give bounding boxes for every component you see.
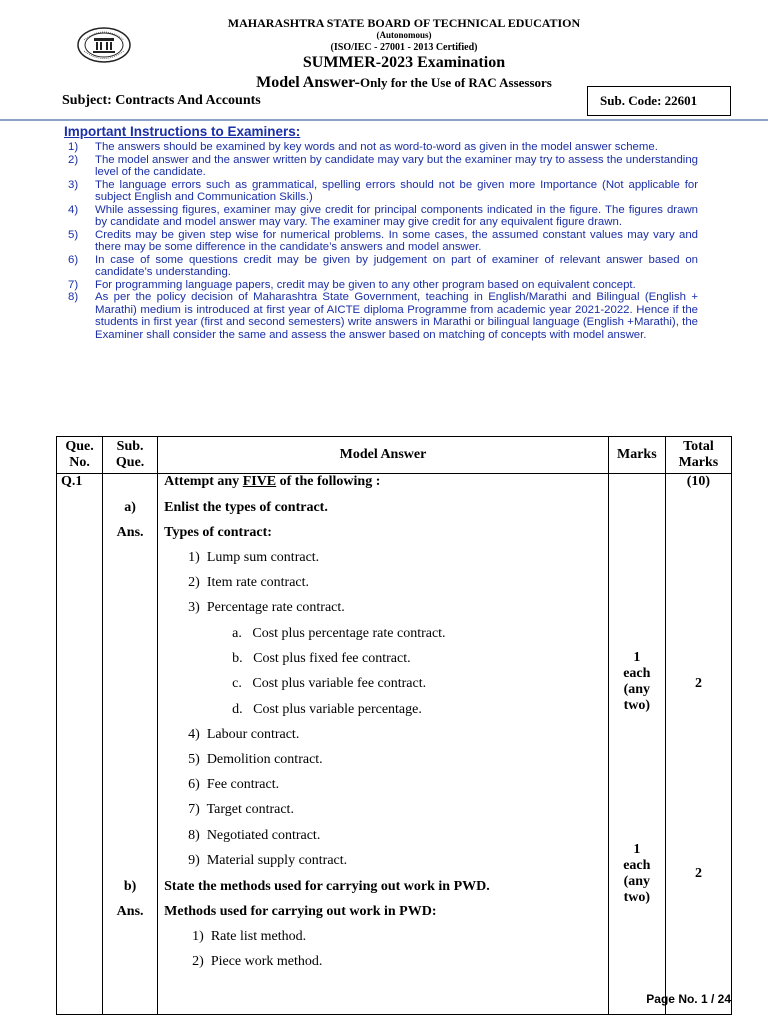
instructions-list [64, 141, 698, 341]
sub-question-a-label: a) [124, 500, 136, 515]
header-sub-que: Sub. Que. [103, 437, 158, 474]
subject-label: Subject: Contracts And Accounts [62, 93, 261, 108]
question-a-text: Enlist the types of contract. [164, 500, 328, 515]
question-number: Q.1 [61, 474, 83, 489]
list-item: 6) Fee contract. [188, 777, 280, 792]
header-total-marks: Total Marks [665, 437, 731, 474]
certification-label: (ISO/IEC - 27001 - 2013 Certified) [330, 42, 478, 53]
total-marks-a: 2 [694, 676, 702, 691]
header-marks: Marks [608, 437, 665, 474]
instruction-item: 6) In case of some questions credit may be given by judgement on part of examiner of relevant answer based on candidate’s understanding. [68, 253, 698, 278]
total-marks-b: 2 [694, 866, 702, 881]
sub-list-item: c. Cost plus variable fee contract. [232, 676, 427, 691]
instruction-item: 4) While assessing figures, examiner may give credit for principal components indicated in the figure. The figures drawn by candidate and model answer may vary. The examiner may give credit for any equivalent figure drawn. [68, 203, 698, 228]
attempt-instruction: Attempt any FIVE of the following : [164, 474, 381, 489]
list-item: 4) Labour contract. [188, 727, 300, 742]
total-marks-cell [665, 474, 731, 1015]
model-answer-cell [158, 474, 609, 1015]
table-header-row [57, 437, 732, 474]
list-item: 8) Negotiated contract. [188, 828, 321, 843]
board-name: MAHARASHTRA STATE BOARD OF TECHNICAL EDUCATION [227, 16, 581, 30]
exam-title: SUMMER-2023 Examination [302, 54, 506, 71]
list-item: 2) Piece work method. [192, 954, 323, 969]
instruction-item: 8) As per the policy decision of Maharashtra State Government, teaching in English/Marathi and Bilingual (English + Marathi) medium is introduced at first year of AICTE diploma Programme from academic year 2021-2022. Hence if the students in first year (first and second semesters) write answers in Marathi or bilingual language (English +Marathi), the Examiner shall consider the same and assess the answer based on matching of concepts with model answer. [68, 291, 698, 341]
marks-cell [608, 474, 665, 1015]
marks-b: 1 each (any two) [623, 842, 651, 905]
answer-b-label: Ans. [116, 904, 144, 919]
header-que-no: Que. No. [57, 437, 103, 474]
model-answer-label: Model Answer- [256, 74, 360, 91]
model-answer-table [56, 436, 732, 1015]
question-b-text: State the methods used for carrying out work in PWD. [164, 879, 490, 894]
page-number: Page No. 1 / 24 [646, 992, 731, 1006]
answer-a-label: Ans. [116, 525, 144, 540]
list-item: 9) Material supply contract. [188, 853, 348, 868]
sub-que-cell [103, 474, 158, 1015]
table-row [57, 474, 732, 1015]
instruction-item: 5) Credits may be given step wise for numerical problems. In some cases, the assumed constant values may vary and there may be some difference in the candidate’s answers and model answer. [68, 228, 698, 253]
total-marks-q1: (10) [686, 474, 711, 489]
answer-b-heading: Methods used for carrying out work in PWD: [164, 904, 437, 919]
list-item: 5) Demolition contract. [188, 752, 323, 767]
model-answer-note: Only for the Use of RAC Assessors [359, 75, 552, 90]
instruction-item: 3) The language errors such as grammatical, spelling errors should not be given more Importance (Not applicable for subject English and Communication Skills.) [68, 178, 698, 203]
list-item: 3) Percentage rate contract. [188, 600, 345, 615]
autonomous-label: (Autonomous) [376, 30, 432, 40]
que-no-cell [57, 474, 103, 1015]
instruction-item: 7) For programming language papers, credit may be given to any other program based on equivalent concept. [68, 278, 636, 291]
list-item: 2) Item rate contract. [188, 575, 310, 590]
marks-a: 1 each (any two) [623, 650, 651, 713]
subject-code-box: Sub. Code: 22601 [587, 86, 731, 116]
list-item: 1) Rate list method. [192, 929, 307, 944]
sub-list-item: a. Cost plus percentage rate contract. [232, 626, 446, 641]
sub-question-b-label: b) [123, 879, 137, 894]
sub-list-item: d. Cost plus variable percentage. [232, 702, 422, 717]
answer-a-heading: Types of contract: [164, 525, 272, 540]
instructions-title: Important Instructions to Examiners: [64, 124, 301, 139]
list-item: 7) Target contract. [188, 802, 294, 817]
instruction-item: 1) The answers should be examined by key words and not as word-to-word as given in the model answer scheme. [68, 141, 658, 153]
instruction-item: 2) The model answer and the answer written by candidate may vary but the examiner may try to assess the understanding level of the candidate. [68, 153, 698, 178]
sub-list-item: b. Cost plus fixed fee contract. [232, 651, 411, 666]
header-divider [0, 119, 768, 121]
list-item: 1) Lump sum contract. [188, 550, 320, 565]
header-model-answer: Model Answer [158, 437, 609, 474]
